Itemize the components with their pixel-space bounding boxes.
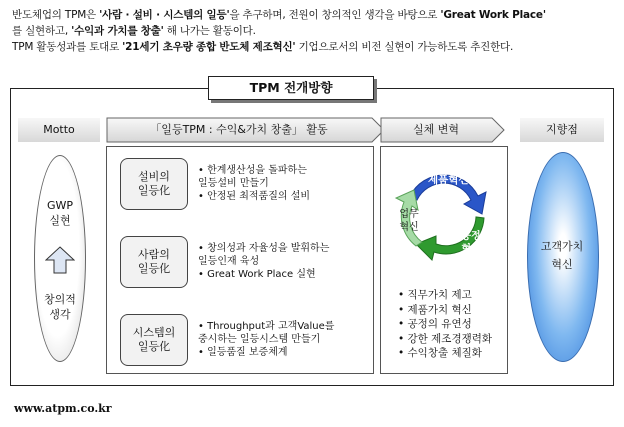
motto-header: Motto xyxy=(18,118,100,142)
realization-bullets: • 직무가치 제고 • 제품가치 혁신 • 공정의 유연성 • 강한 제조경쟁력화 • 수익창출 체질화 xyxy=(398,289,493,359)
goal-header: 지향점 xyxy=(520,118,604,142)
equipment-first-box: 설비의 일등化 xyxy=(120,158,188,210)
motto-creative-thinking: 창의적 생각 xyxy=(44,293,76,321)
intro-line-1: 반도체업의 TPM은 '사람 · 설비 · 시스템의 일등'을 추구하며, 전원이 창의적인 생각을 바탕으로 'Great Work Place' xyxy=(12,9,546,21)
intro-line-3: TPM 활동성과를 토대로 '21세기 초우량 종합 반도체 제조혁신' 기업으로서의 비전 실현이 가능하도록 추진한다. xyxy=(12,41,514,53)
people-first-bullets: • 창의성과 자율성을 발휘하는 일등인재 육성 • Great Work Place 실현 xyxy=(198,243,330,280)
intro-line-2: 를 실현하고, '수익과 가치를 창출' 해 나가는 활동이다. xyxy=(12,25,256,37)
system-first-box: 시스템의 일등化 xyxy=(120,314,188,366)
goal-customer-value: 고객가치 혁신 xyxy=(540,240,584,271)
motto-gwp: GWP 실현 xyxy=(46,199,74,227)
realization-header: 실체 변혁 xyxy=(412,123,459,136)
cycle-product-innovation: 제품혁신 xyxy=(428,174,469,186)
equipment-first-bullets: • 한계생산성을 돌파하는 일등설비 만들기 • 안정된 최적품질의 설비 xyxy=(198,165,311,202)
people-first-box: 사람의 일등化 xyxy=(120,236,188,288)
footer-url: www.atpm.co.kr xyxy=(14,402,112,415)
cycle-process-innovation: 공정 혁신 xyxy=(461,231,481,255)
activity-header: 「일등TPM : 수익&가치 창출」 활동 xyxy=(150,123,328,136)
diagram-title: TPM 전개방향 xyxy=(208,76,374,100)
system-first-bullets: • Throughput과 고객Value를 중시하는 일등시스템 만들기 • 일등품질 보증체계 xyxy=(198,321,335,358)
cycle-work-innovation: 업무 혁신 xyxy=(399,209,419,233)
up-arrow-icon xyxy=(45,246,75,274)
